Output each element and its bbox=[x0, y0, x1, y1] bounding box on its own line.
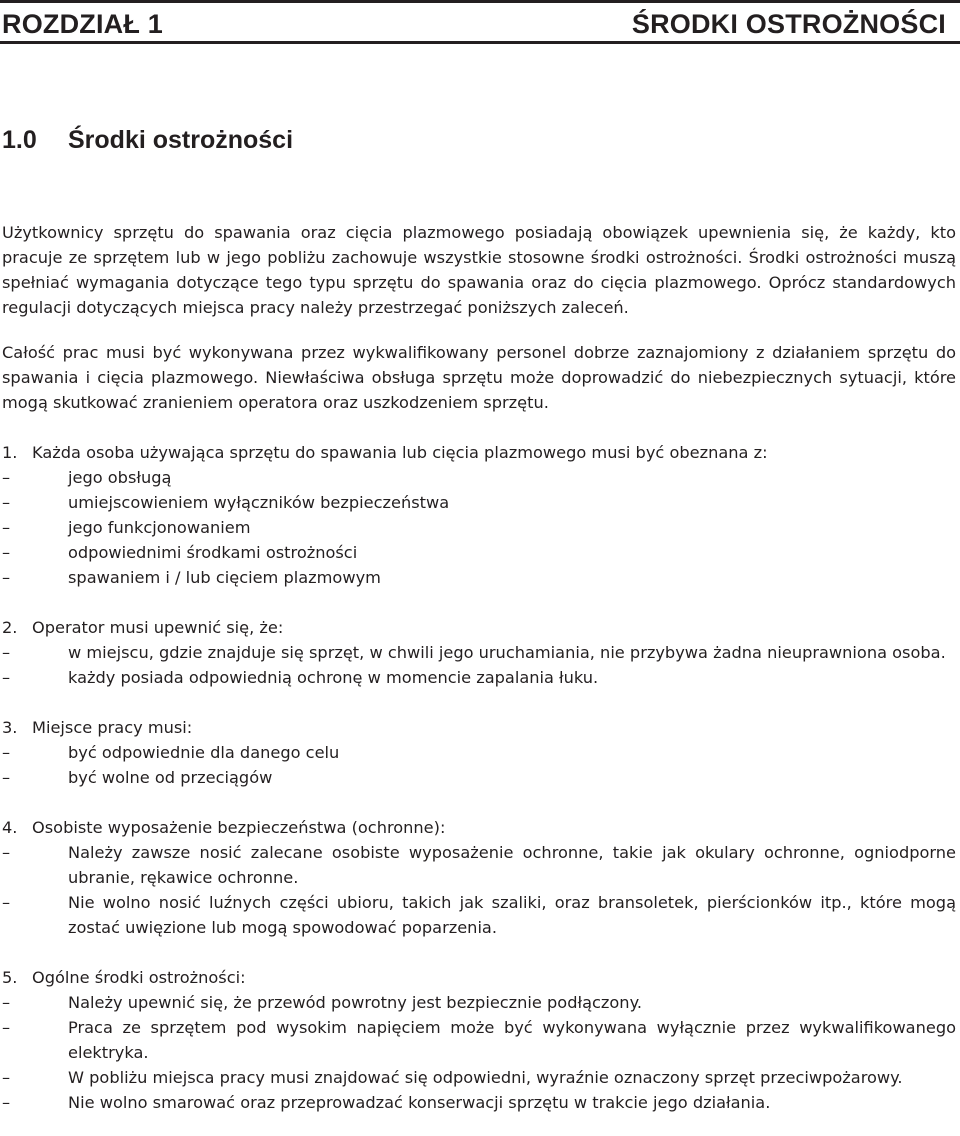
rule-group-heading bbox=[2, 715, 956, 740]
dash-bullet bbox=[2, 1015, 68, 1065]
list-item-text: Należy zawsze nosić zalecane osobiste wyposażenie ochronne, takie jak okulary ochronne, ogniodporne ubranie, rękawice ochronne. bbox=[68, 843, 956, 887]
dash-bullet bbox=[2, 515, 68, 540]
rule-group-number: 2. bbox=[2, 618, 18, 637]
bullet-list bbox=[2, 465, 956, 590]
rule-group-title: Miejsce pracy musi: bbox=[32, 718, 193, 737]
list-item-text: w miejscu, gdzie znajduje się sprzęt, w chwili jego uruchamiania, nie przybywa żadna nieuprawniona osoba. bbox=[68, 643, 946, 662]
list-item bbox=[2, 1015, 956, 1065]
list-item bbox=[2, 490, 956, 515]
rule-group-title: Każda osoba używająca sprzętu do spawania lub cięcia plazmowego musi być obeznana z: bbox=[32, 443, 768, 462]
list-item bbox=[2, 890, 956, 940]
list-item bbox=[2, 515, 956, 540]
list-item-text: spawaniem i / lub cięciem plazmowym bbox=[68, 568, 381, 587]
list-item-text: jego obsługą bbox=[68, 468, 172, 487]
rule-group-heading bbox=[2, 615, 956, 640]
bullet-list bbox=[2, 740, 956, 790]
list-item bbox=[2, 565, 956, 590]
rule-group bbox=[2, 815, 956, 940]
rule-group bbox=[2, 965, 956, 1115]
document-body bbox=[2, 220, 956, 1115]
rule-group bbox=[2, 715, 956, 790]
list-item-text: umiejscowieniem wyłączników bezpieczeństwa bbox=[68, 493, 450, 512]
list-item-text: każdy posiada odpowiednią ochronę w momencie zapalania łuku. bbox=[68, 668, 599, 687]
section-heading bbox=[2, 124, 293, 156]
dash-bullet bbox=[2, 840, 68, 890]
rule-group bbox=[2, 615, 956, 690]
dash-bullet bbox=[2, 465, 68, 490]
list-item-text: W pobliżu miejsca pracy musi znajdować się odpowiedni, wyraźnie oznaczony sprzęt przeciwpożarowy. bbox=[68, 1068, 903, 1087]
section-title: Środki ostrożności bbox=[68, 126, 294, 154]
list-item-text: Nie wolno smarować oraz przeprowadzać konserwacji sprzętu w trakcie jego działania. bbox=[68, 1093, 771, 1112]
section-number: 1.0 bbox=[2, 126, 37, 154]
rule-group-number: 3. bbox=[2, 718, 18, 737]
list-item bbox=[2, 840, 956, 890]
list-item bbox=[2, 665, 956, 690]
bullet-list bbox=[2, 840, 956, 940]
rule-group bbox=[2, 440, 956, 590]
list-item-text: odpowiednimi środkami ostrożności bbox=[68, 543, 358, 562]
dash-bullet bbox=[2, 565, 68, 590]
list-item bbox=[2, 465, 956, 490]
list-item bbox=[2, 540, 956, 565]
rule-group-heading bbox=[2, 440, 956, 465]
rule-group-number: 1. bbox=[2, 443, 18, 462]
dash-bullet bbox=[2, 890, 68, 940]
dash-bullet bbox=[2, 1090, 68, 1115]
rule-group-heading bbox=[2, 965, 956, 990]
chapter-header bbox=[0, 0, 960, 44]
list-item bbox=[2, 640, 956, 665]
list-item-text: Praca ze sprzętem pod wysokim napięciem może być wykonywana wyłącznie przez wykwalifikowanego elektryka. bbox=[68, 1018, 956, 1062]
dash-bullet bbox=[2, 740, 68, 765]
list-item bbox=[2, 765, 956, 790]
dash-bullet bbox=[2, 990, 68, 1015]
dash-bullet bbox=[2, 765, 68, 790]
list-item-text: Nie wolno nosić luźnych części ubioru, takich jak szaliki, oraz bransoletek, pierścionków itp., które mogą zostać uwięzione lub mogą spowodować poparzenia. bbox=[68, 893, 956, 937]
list-item-text: Należy upewnić się, że przewód powrotny jest bezpiecznie podłączony. bbox=[68, 993, 642, 1012]
bullet-list bbox=[2, 990, 956, 1115]
rule-group-title: Operator musi upewnić się, że: bbox=[32, 618, 284, 637]
list-item-text: być odpowiednie dla danego celu bbox=[68, 743, 340, 762]
chapter-title: ŚRODKI OSTROŻNOŚCI bbox=[631, 9, 946, 39]
bullet-list bbox=[2, 640, 956, 690]
rule-group-heading bbox=[2, 815, 956, 840]
intro-paragraph: Użytkownicy sprzętu do spawania oraz cięcia plazmowego posiadają obowiązek upewnienia się, że każdy, kto pracuje ze sprzętem lub w jego pobliżu zachowuje wszystkie stosowne środki ostrożności. Środki ostrożności muszą spełniać wymagania dotyczące tego typu sprzętu do spawania oraz do cięcia plazmowego. Oprócz standardowych regulacji dotyczących miejsca pracy należy przestrzegać poniższych zaleceń. bbox=[2, 223, 956, 317]
list-item bbox=[2, 740, 956, 765]
rule-group-number: 4. bbox=[2, 818, 18, 837]
list-item-text: być wolne od przeciągów bbox=[68, 768, 273, 787]
list-item bbox=[2, 990, 956, 1015]
chapter-label: ROZDZIAŁ 1 bbox=[2, 9, 163, 39]
dash-bullet bbox=[2, 490, 68, 515]
intro-paragraph: Całość prac musi być wykonywana przez wykwalifikowany personel dobrze zaznajomiony z działaniem sprzętu do spawania i cięcia plazmowego. Niewłaściwa obsługa sprzętu może doprowadzić do niebezpiecznych sytuacji, które mogą skutkować zranieniem operatora oraz uszkodzeniem sprzętu. bbox=[2, 343, 956, 412]
dash-bullet bbox=[2, 665, 68, 690]
dash-bullet bbox=[2, 1065, 68, 1090]
dash-bullet bbox=[2, 640, 68, 665]
list-item-text: jego funkcjonowaniem bbox=[68, 518, 251, 537]
dash-bullet bbox=[2, 540, 68, 565]
list-item bbox=[2, 1065, 956, 1090]
rule-group-title: Osobiste wyposażenie bezpieczeństwa (ochronne): bbox=[32, 818, 446, 837]
rule-group-title: Ogólne środki ostrożności: bbox=[32, 968, 246, 987]
list-item bbox=[2, 1090, 956, 1115]
rule-group-number: 5. bbox=[2, 968, 18, 987]
